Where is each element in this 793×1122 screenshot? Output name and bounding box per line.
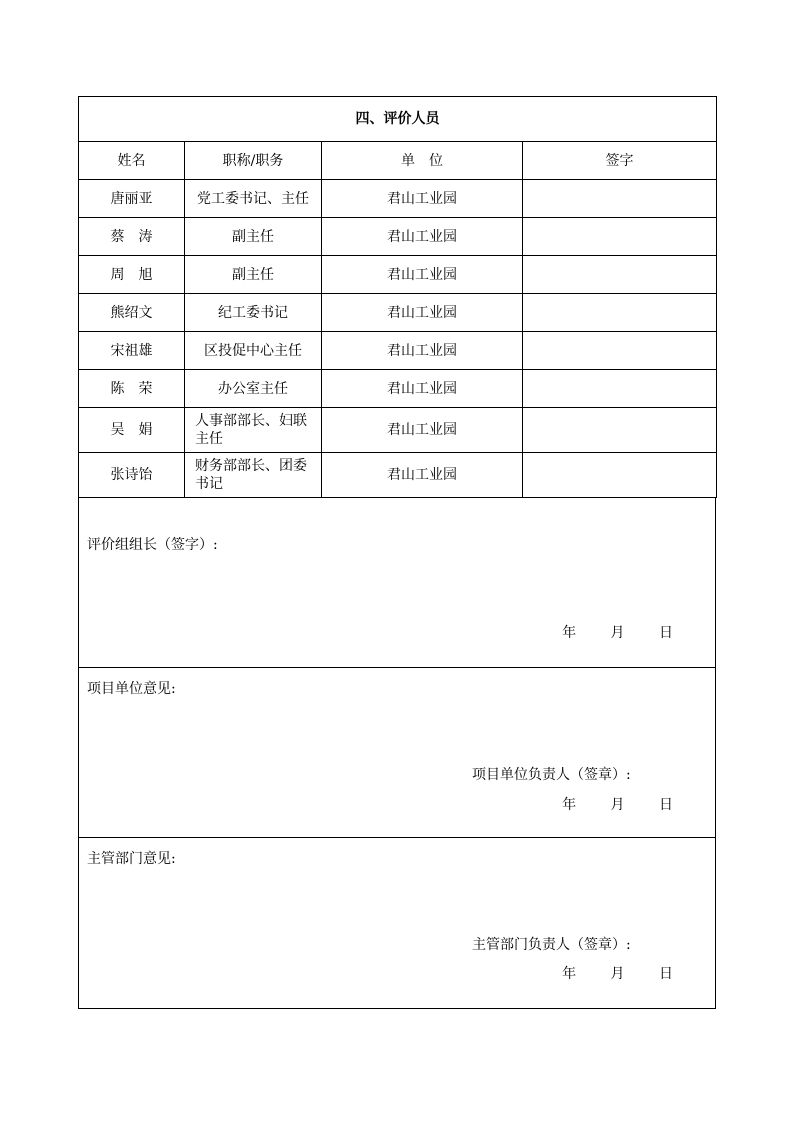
- project-unit-label: 项目单位意见:: [87, 681, 176, 697]
- member-position: 财务部部长、团委书记: [185, 453, 322, 498]
- table-row: [79, 218, 717, 256]
- date-month: 月: [610, 625, 625, 641]
- member-sign[interactable]: [523, 218, 717, 256]
- member-position: 副主任: [185, 218, 322, 256]
- evaluation-form: [78, 96, 716, 1009]
- leader-section: [78, 498, 716, 668]
- table-row: [79, 453, 717, 498]
- table-header: [79, 142, 717, 180]
- member-sign[interactable]: [523, 408, 717, 453]
- table-row: [79, 256, 717, 294]
- member-name: 吴 娟: [79, 408, 185, 453]
- date-year: 年: [562, 797, 577, 813]
- leader-label: 评价组组长（签字）:: [87, 537, 218, 553]
- project-unit-signer: 项目单位负责人（签章）:: [472, 767, 631, 783]
- dept-signer: 主管部门负责人（签章）:: [472, 937, 631, 953]
- member-sign[interactable]: [523, 453, 717, 498]
- evaluators-table: [78, 96, 717, 498]
- member-position: 纪工委书记: [185, 294, 322, 332]
- member-unit: 君山工业园: [322, 453, 523, 498]
- member-position: 人事部部长、妇联主任: [185, 408, 322, 453]
- member-unit: 君山工业园: [322, 180, 523, 218]
- member-name: 宋祖雄: [79, 332, 185, 370]
- member-name: 周 旭: [79, 256, 185, 294]
- member-unit: 君山工业园: [322, 408, 523, 453]
- member-position: 副主任: [185, 256, 322, 294]
- member-position: 党工委书记、主任: [185, 180, 322, 218]
- leader-date: [562, 622, 673, 642]
- member-name: 张诗饴: [79, 453, 185, 498]
- project-unit-date: [562, 794, 673, 814]
- member-sign[interactable]: [523, 370, 717, 408]
- member-position: 区投促中心主任: [185, 332, 322, 370]
- member-sign[interactable]: [523, 256, 717, 294]
- date-day: 日: [659, 966, 673, 982]
- member-name: 熊绍文: [79, 294, 185, 332]
- date-day: 日: [659, 797, 673, 813]
- table-row: [79, 370, 717, 408]
- date-year: 年: [562, 625, 577, 641]
- header-name: 姓名: [79, 142, 185, 180]
- table-row: [79, 332, 717, 370]
- dept-label: 主管部门意见:: [87, 851, 176, 867]
- date-day: 日: [659, 625, 673, 641]
- table-row: [79, 408, 717, 453]
- member-sign[interactable]: [523, 332, 717, 370]
- header-unit: 单 位: [322, 142, 523, 180]
- section-title: 四、评价人员: [79, 97, 717, 142]
- member-unit: 君山工业园: [322, 294, 523, 332]
- member-name: 蔡 涛: [79, 218, 185, 256]
- project-unit-section: [78, 668, 716, 838]
- member-unit: 君山工业园: [322, 370, 523, 408]
- date-month: 月: [610, 966, 625, 982]
- dept-section: [78, 838, 716, 1009]
- date-month: 月: [610, 797, 625, 813]
- member-unit: 君山工业园: [322, 218, 523, 256]
- member-sign[interactable]: [523, 294, 717, 332]
- table-row: [79, 180, 717, 218]
- header-title: 职称/职务: [185, 142, 322, 180]
- member-name: 陈 荣: [79, 370, 185, 408]
- header-sign: 签字: [523, 142, 717, 180]
- member-unit: 君山工业园: [322, 256, 523, 294]
- table-row: [79, 294, 717, 332]
- date-year: 年: [562, 966, 577, 982]
- member-unit: 君山工业园: [322, 332, 523, 370]
- dept-date: [562, 963, 673, 983]
- member-name: 唐丽亚: [79, 180, 185, 218]
- member-sign[interactable]: [523, 180, 717, 218]
- member-position: 办公室主任: [185, 370, 322, 408]
